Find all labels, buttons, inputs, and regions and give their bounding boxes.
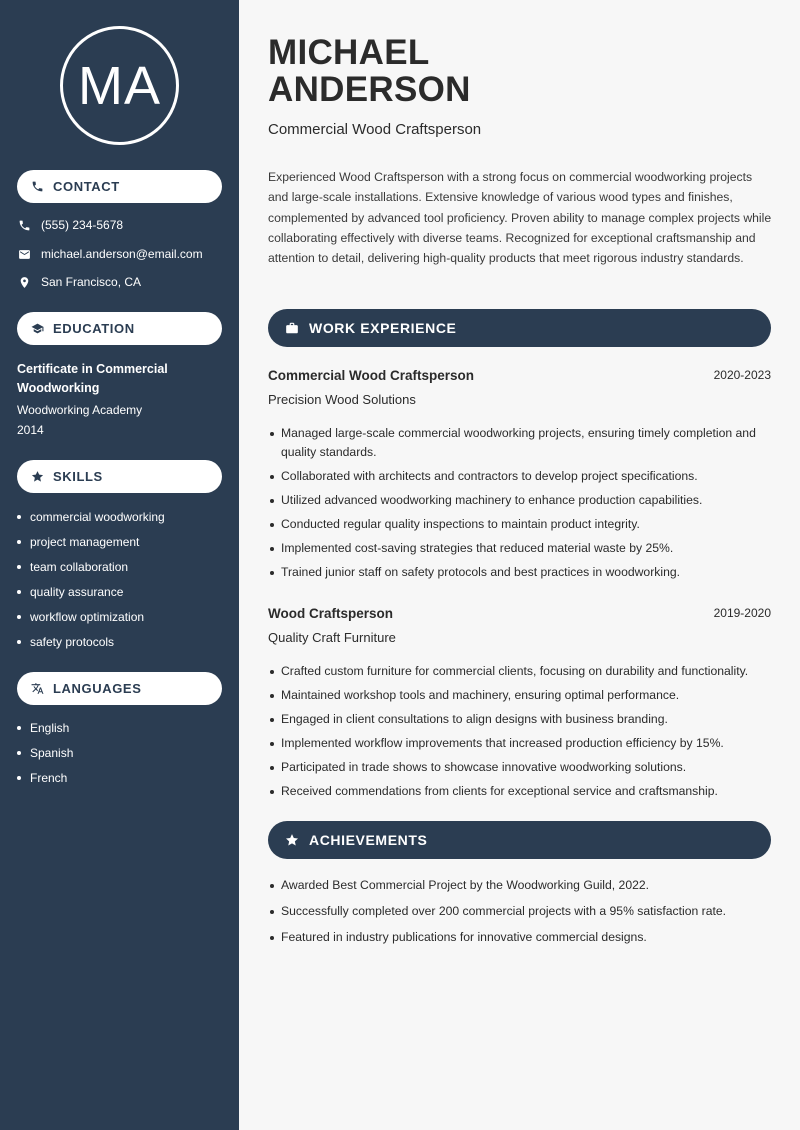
star-icon xyxy=(285,833,299,847)
education-header-label: EDUCATION xyxy=(53,321,135,336)
education-header xyxy=(17,312,222,345)
job-bullet: Trained junior staff on safety protocols and best practices in woodworking. xyxy=(268,563,768,582)
skill-item: commercial woodworking xyxy=(17,504,165,529)
job-company: Quality Craft Furniture xyxy=(268,630,396,645)
work-experience-header xyxy=(268,309,771,347)
phone-icon xyxy=(17,218,31,232)
contact-location-text: San Francisco, CA xyxy=(41,275,142,289)
skill-item: workflow optimization xyxy=(17,604,165,629)
phone-icon xyxy=(31,180,44,193)
job-dates: 2019-2020 xyxy=(713,606,771,620)
languages-list xyxy=(17,715,73,790)
skills-header-label: SKILLS xyxy=(53,469,103,484)
achievement-item: Featured in industry publications for innovative commercial designs. xyxy=(268,928,768,947)
contact-email xyxy=(17,247,203,261)
achievements-header-label: ACHIEVEMENTS xyxy=(309,832,428,848)
job-role: Wood Craftsperson xyxy=(268,606,394,621)
skill-item: project management xyxy=(17,529,165,554)
languages-header-label: LANGUAGES xyxy=(53,681,142,696)
achievement-item: Awarded Best Commercial Project by the Woodworking Guild, 2022. xyxy=(268,876,768,895)
job-bullets xyxy=(268,424,768,587)
contact-phone xyxy=(17,218,123,232)
achievements-list xyxy=(268,876,768,954)
job-bullet: Maintained workshop tools and machinery, ensuring optimal performance. xyxy=(268,686,768,705)
contact-header xyxy=(17,170,222,203)
job-bullet: Collaborated with architects and contractors to develop project specifications. xyxy=(268,467,768,486)
job-company: Precision Wood Solutions xyxy=(268,392,416,407)
location-pin-icon xyxy=(17,275,31,289)
star-icon xyxy=(31,470,44,483)
profile-summary: Experienced Wood Craftsperson with a strong focus on commercial woodworking projects and large-scale installations. Extensive knowledge of various wood types and finishes, complemented by advanced tool proficiency. Proven ability to manage complex projects while collaborating effectively with diverse teams. Recognized for exceptional craftsmanship and attention to detail, delivering high-quality products that meet rigorous industry standards. xyxy=(268,170,772,266)
job-bullet: Implemented cost-saving strategies that reduced material waste by 25%. xyxy=(268,539,768,558)
sidebar xyxy=(0,0,239,1130)
job-bullet: Implemented workflow improvements that increased production efficiency by 15%. xyxy=(268,734,768,753)
job-bullet: Managed large-scale commercial woodworking projects, ensuring timely completion and quality standards. xyxy=(268,424,768,462)
name-first: MICHAEL xyxy=(268,33,430,72)
job-bullet: Utilized advanced woodworking machinery to enhance production capabilities. xyxy=(268,491,768,510)
job-role: Commercial Wood Craftsperson xyxy=(268,368,475,383)
full-name xyxy=(268,34,471,108)
contact-location xyxy=(17,275,141,289)
job-bullet: Participated in trade shows to showcase innovative woodworking solutions. xyxy=(268,758,768,777)
job-bullet: Conducted regular quality inspections to maintain product integrity. xyxy=(268,515,768,534)
education-school: Woodworking Academy xyxy=(17,403,143,417)
job-bullet: Crafted custom furniture for commercial clients, focusing on durability and functionality. xyxy=(268,662,768,681)
profile-title: Commercial Wood Craftsperson xyxy=(268,121,482,138)
translate-icon xyxy=(31,682,44,695)
language-item: Spanish xyxy=(17,740,73,765)
job-bullets xyxy=(268,662,768,806)
briefcase-icon xyxy=(285,321,299,335)
contact-email-text: michael.anderson@email.com xyxy=(41,247,203,261)
name-last: ANDERSON xyxy=(268,70,471,109)
job-bullet: Received commendations from clients for exceptional service and craftsmanship. xyxy=(268,782,768,801)
work-experience-header-label: WORK EXPERIENCE xyxy=(309,320,457,336)
language-item: French xyxy=(17,765,73,790)
achievements-header xyxy=(268,821,771,859)
skill-item: safety protocols xyxy=(17,629,165,654)
contact-header-label: CONTACT xyxy=(53,179,120,194)
skill-item: quality assurance xyxy=(17,579,165,604)
achievement-item: Successfully completed over 200 commercial projects with a 95% satisfaction rate. xyxy=(268,902,768,921)
skills-header xyxy=(17,460,222,493)
languages-header xyxy=(17,672,222,705)
education-degree: Certificate in Commercial Woodworking xyxy=(17,362,168,395)
skill-item: team collaboration xyxy=(17,554,165,579)
contact-phone-text: (555) 234-5678 xyxy=(41,218,124,232)
graduation-cap-icon xyxy=(31,322,44,335)
education-year: 2014 xyxy=(17,423,44,437)
job-dates: 2020-2023 xyxy=(713,368,771,382)
skills-list xyxy=(17,504,165,654)
avatar: MA xyxy=(60,26,179,145)
job-bullet: Engaged in client consultations to align designs with business branding. xyxy=(268,710,768,729)
mail-icon xyxy=(17,247,31,261)
language-item: English xyxy=(17,715,73,740)
